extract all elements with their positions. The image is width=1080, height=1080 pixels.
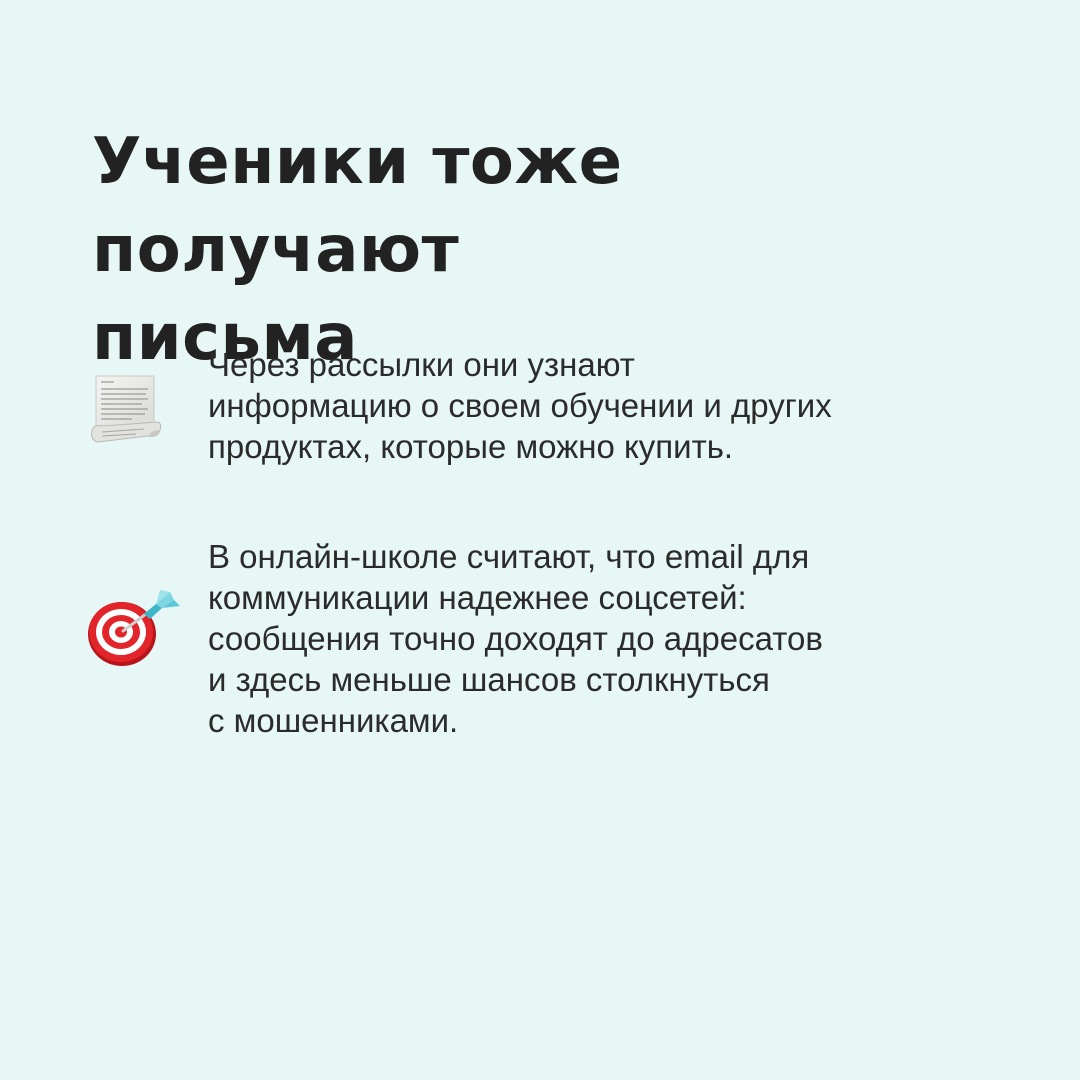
item-text-line: коммуникации надежнее соцсетей: <box>208 579 747 616</box>
item-text-line: информацию о своем обучении и других <box>208 387 832 424</box>
item-text-line: и здесь меньше шансов столкнуться <box>208 661 770 698</box>
info-item-newsletters <box>208 344 948 467</box>
item-text-line: с мошенниками. <box>208 702 459 739</box>
info-item-email-reliability <box>208 536 948 741</box>
slide-title <box>92 118 1012 382</box>
item-text-line: продуктах, которые можно купить. <box>208 428 734 465</box>
item-text-line: сообщения точно доходят до адресатов <box>208 620 823 657</box>
item-text-line: Через рассылки они узнают <box>208 346 635 383</box>
item-text-line: В онлайн-школе считают, что email для <box>208 538 810 575</box>
slide-title-line: Ученики тоже получают <box>92 125 623 287</box>
slide-title-line: письма <box>92 301 358 375</box>
scroll-icon <box>88 372 166 448</box>
target-dart-icon <box>86 586 186 668</box>
